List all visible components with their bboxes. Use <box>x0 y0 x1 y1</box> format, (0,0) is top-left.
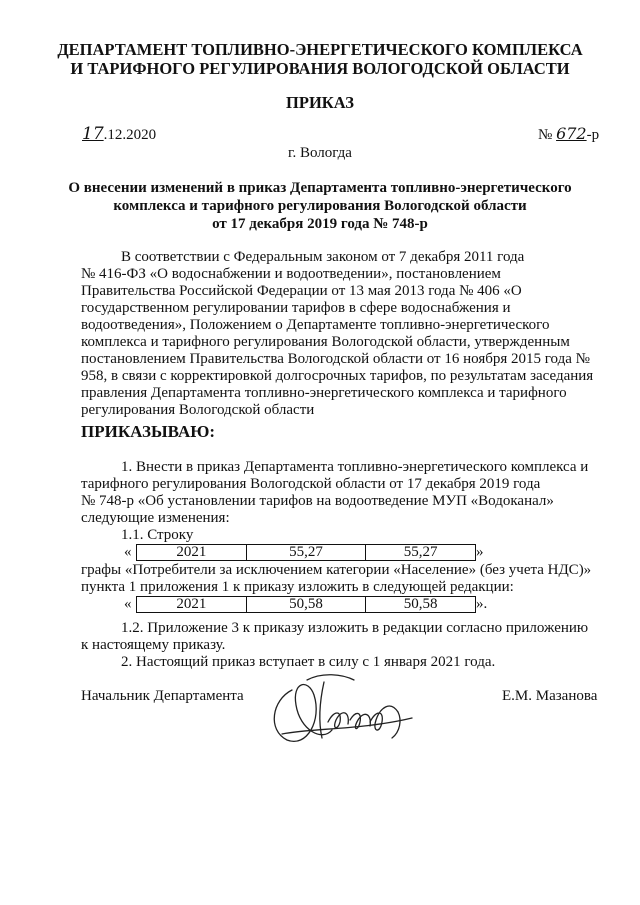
department-name-line1: ДЕПАРТАМЕНТ ТОПЛИВНО-ЭНЕРГЕТИЧЕСКОГО КОМПЛЕКСА <box>57 40 583 59</box>
item1-line: тарифного регулирования Вологодской области от 17 декабря 2019 года <box>81 476 541 492</box>
preamble-line: комплекса и тарифного регулирования Вологодской области, утвержденным <box>81 334 570 350</box>
new-value-cell: 50,58 <box>366 597 476 613</box>
item1-2-line: 1.2. Приложение 3 к приказу изложить в редакции согласно приложению <box>121 620 589 636</box>
item1-line: № 748-р «Об установлении тарифов на водоотведение МУП «Водоканал» <box>81 493 554 509</box>
item2-line: 2. Настоящий приказ вступает в силу с 1 января 2021 года. <box>121 654 496 670</box>
item1-1-label: 1.1. Строку <box>121 527 194 543</box>
order-date <box>82 124 156 144</box>
preamble-line: правления Департамента топливно-энергетического комплекса и тарифного <box>81 385 567 401</box>
title-line1: О внесении изменений в приказ Департамента топливно-энергетического <box>68 180 572 196</box>
preamble-line: 958, в связи с корректировкой долгосрочных тарифов, по результатам заседания <box>81 368 594 384</box>
signatory-name: Е.М. Мазанова <box>502 688 598 704</box>
item1-1-text: пункта 1 приложения 1 к приказу изложить в следующей редакции: <box>81 579 514 595</box>
old-row-open-quote: « <box>124 544 132 560</box>
preamble-line: постановлением Правительства Вологодской области от 16 ноября 2015 года № <box>81 351 590 367</box>
number-suffix: -р <box>586 127 600 143</box>
title-line3: от 17 декабря 2019 года № 748-р <box>212 216 428 232</box>
number-prefix: № <box>538 127 553 143</box>
preamble-line: Правительства Российской Федерации от 13 мая 2013 года № 406 «О <box>81 283 522 299</box>
preamble-line: водоотведения», Положением о Департаменте топливно-энергетического <box>81 317 550 333</box>
order-word: ПРИКАЗЫВАЮ: <box>81 422 216 441</box>
date-rest: .12.2020 <box>103 127 157 143</box>
preamble-line: государственном регулировании тарифов в сфере водоснабжения и <box>81 300 511 316</box>
old-value-cell: 55,27 <box>246 545 366 561</box>
city: г. Вологда <box>288 145 352 161</box>
new-tariff-table <box>136 596 476 613</box>
preamble-line: № 416-ФЗ «О водоснабжении и водоотведении», постановлением <box>81 266 501 282</box>
old-row-close-quote: » <box>476 544 484 560</box>
number-handwritten: 672 <box>556 124 587 143</box>
item1-line: следующие изменения: <box>81 510 230 526</box>
new-row-close-quote: ». <box>476 596 488 612</box>
date-day-handwritten: 17 <box>82 124 104 144</box>
item1-2-line: к настоящему приказу. <box>81 637 226 653</box>
document-type: ПРИКАЗ <box>286 93 354 112</box>
order-number <box>538 124 599 144</box>
new-value-cell: 50,58 <box>246 597 366 613</box>
title-line2: комплекса и тарифного регулирования Вологодской области <box>113 198 527 214</box>
new-row-open-quote: « <box>124 596 132 612</box>
old-tariff-table <box>136 544 476 561</box>
old-value-cell: 55,27 <box>366 545 476 561</box>
department-name-line2: И ТАРИФНОГО РЕГУЛИРОВАНИЯ ВОЛОГОДСКОЙ ОБЛАСТИ <box>70 59 570 78</box>
signatory-position: Начальник Департамента <box>81 688 244 704</box>
item1-line: 1. Внести в приказ Департамента топливно-энергетического комплекса и <box>121 459 589 475</box>
preamble-line: регулирования Вологодской области <box>81 402 315 418</box>
handwritten-signature <box>262 660 422 755</box>
new-year-cell: 2021 <box>137 597 247 613</box>
preamble-line: В соответствии с Федеральным законом от 7 декабря 2011 года <box>121 249 525 265</box>
old-year-cell: 2021 <box>137 545 247 561</box>
item1-1-text: графы «Потребители за исключением категории «Население» (без учета НДС)» <box>81 562 592 578</box>
